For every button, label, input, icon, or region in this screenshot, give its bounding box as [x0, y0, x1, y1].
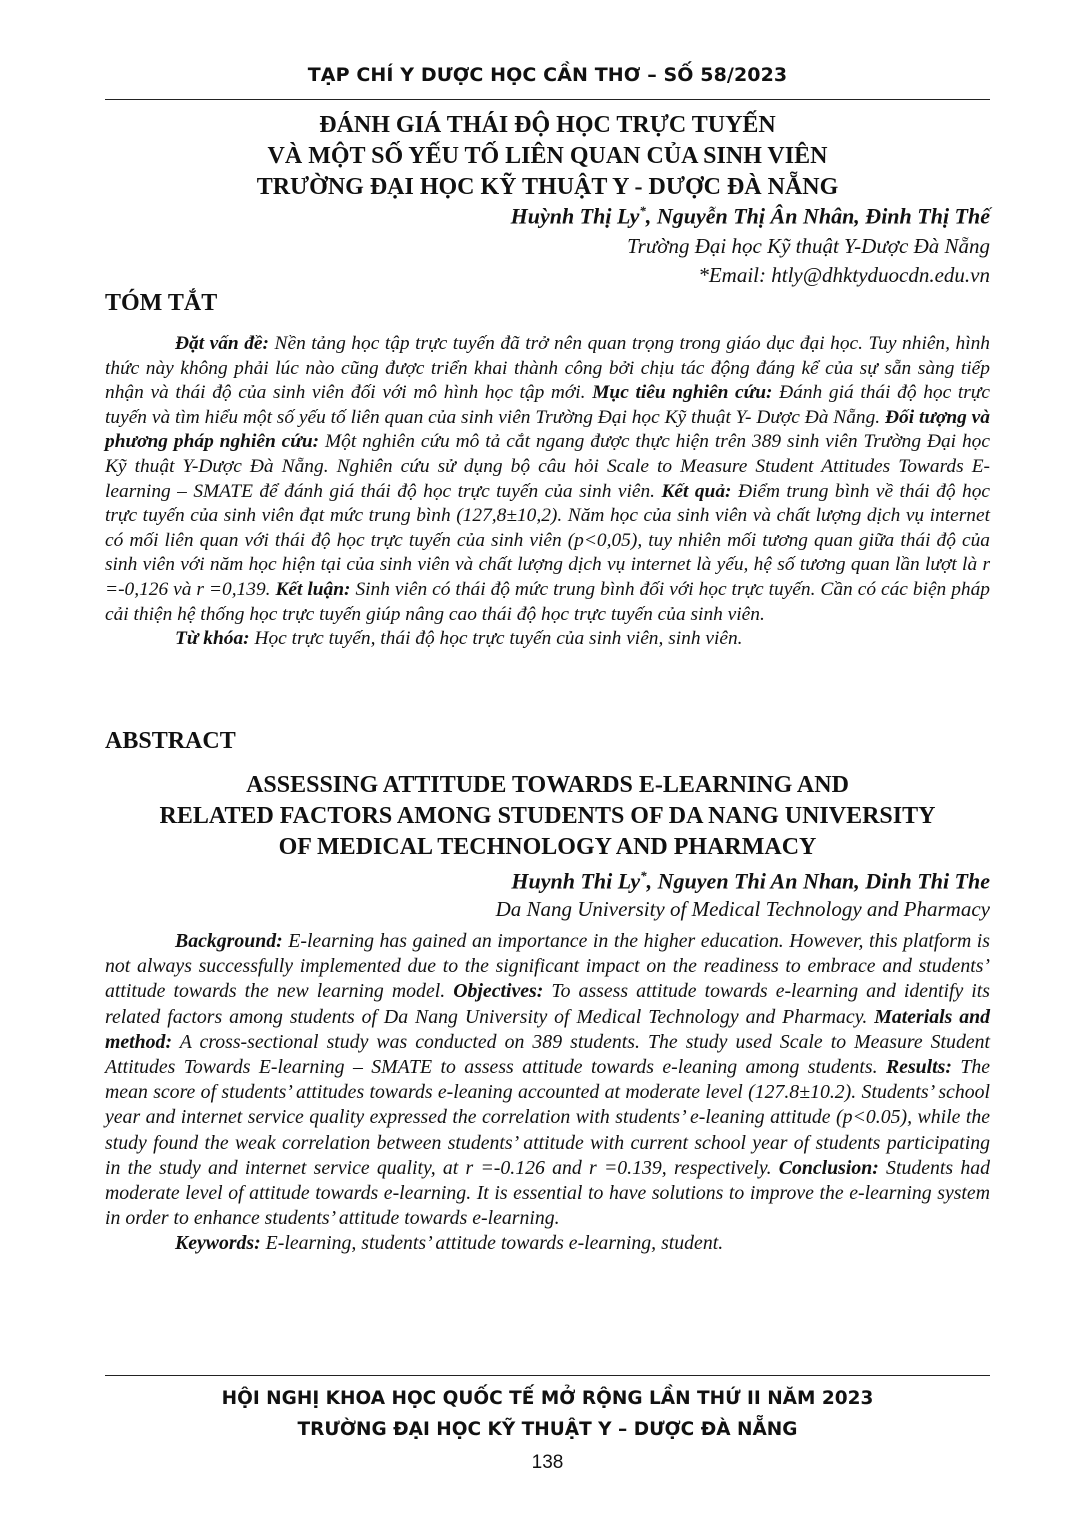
background-text: E-learning has gained an importance in the higher education. However, this platform is not always successfully implemented due to the significant impact on the readiness to embrace and students’ attitude towards the new learning model.: [105, 930, 990, 1003]
vietnamese-title-line: TRƯỜNG ĐẠI HỌC KỸ THUẬT Y - DƯỢC ĐÀ NẴNG: [256, 174, 839, 200]
conference-footer: [105, 1383, 990, 1445]
vietnamese-keywords: [105, 627, 990, 652]
objectives-text: Đánh giá thái độ học trực tuyến và tìm hiểu một số yếu tố liên quan của sinh viên Trường Đại học Kỹ thuật Y- Dược Đà Nẵng.: [105, 382, 990, 428]
vietnamese-section-heading: TÓM TẮT: [105, 290, 218, 316]
results-label: Results:: [885, 1056, 952, 1079]
english-section-heading: ABSTRACT: [105, 728, 236, 754]
conclusion-label: Conclusion:: [778, 1156, 879, 1179]
header-rule: [105, 99, 990, 100]
vietnamese-title-line: VÀ MỘT SỐ YẾU TỐ LIÊN QUAN CỦA SINH VIÊN: [267, 143, 828, 169]
english-title-line: ASSESSING ATTITUDE TOWARDS E-LEARNING AND: [246, 772, 849, 798]
english-authors: Huynh Thi Ly*, Nguyen Thi An Nhan, Dinh Thi The: [511, 868, 990, 894]
journal-header: TẠP CHÍ Y DƯỢC HỌC CẦN THƠ – SỐ 58/2023: [307, 64, 788, 86]
corresponding-author-mark: *: [639, 203, 646, 218]
conclusion-text: Students had moderate level of attitude towards e-learning. It is essential to have solutions to improve the e-learning system in order to enhance students’ attitude towards e-learning.: [105, 1156, 990, 1230]
keywords-label: Từ khóa:: [175, 628, 250, 650]
keywords-text: Học trực tuyến, thái độ học trực tuyến của sinh viên, sinh viên.: [249, 628, 743, 650]
keywords-text: E-learning, students’ attitude towards e-learning, student.: [260, 1232, 724, 1255]
corresponding-email: *Email: htly@dhktyduocdn.edu.vn: [698, 263, 990, 287]
vietnamese-authors: Huỳnh Thị Ly*, Nguyễn Thị Ân Nhân, Đinh Thị Thế: [510, 203, 990, 229]
footer-line: TRƯỜNG ĐẠI HỌC KỸ THUẬT Y – DƯỢC ĐÀ NẴNG: [297, 1419, 798, 1440]
objectives-label: Objectives:: [453, 980, 544, 1003]
vietnamese-title: [105, 110, 990, 203]
methods-text: A cross-sectional study was conducted on 389 students. The study used Scale to Measure Student Attitudes Towards E-learning – SMATE to assess attitude towards e-leaning among students.: [105, 1030, 990, 1079]
vietnamese-title-line: ĐÁNH GIÁ THÁI ĐỘ HỌC TRỰC TUYẾN: [319, 112, 776, 138]
footer-line: HỘI NGHỊ KHOA HỌC QUỐC TẾ MỞ RỘNG LẦN THỨ II NĂM 2023: [221, 1388, 874, 1409]
objectives-label: Mục tiêu nghiên cứu:: [592, 382, 773, 404]
vietnamese-abstract-paragraph: [105, 332, 990, 627]
results-text: Điểm trung bình về thái độ học trực tuyến của sinh viên đạt mức trung bình (127,8±10,2). Năm học của sinh viên và chất lượng dịch vụ internet có mối liên quan với thái độ học trực tuyến của sinh viên (p<0,05), tuy nhiên mối tương quan giữa thái độ của sinh viên với năm học hiện tại của sinh viên và chất lượng dịch vụ internet là yếu, hệ số tương quan lần lượt là r =-0,126 và r =0,139.: [105, 480, 990, 600]
vietnamese-abstract: [105, 332, 990, 652]
english-title-line: OF MEDICAL TECHNOLOGY AND PHARMACY: [278, 834, 817, 860]
english-abstract: [105, 929, 990, 1257]
objectives-text: To assess attitude towards e-learning and identify its related factors among students of Da Nang University of Medical Technology and Pharmacy.: [105, 980, 990, 1028]
results-text: The mean score of students’ attitudes towards e-leaning accounted at moderate level (127.8±10.2). Students’ school year and internet service quality expressed the correlation with students’ e-leaning attitude (p<0.05), while the study found the weak correlation between students’ attitude with current school year of students participating in the study and internet service quality, at r =-0.126 and r =0.139, respectively.: [105, 1056, 991, 1179]
background-label: Background:: [175, 930, 283, 952]
vietnamese-affiliation: Trường Đại học Kỹ thuật Y-Dược Đà Nẵng: [627, 234, 990, 258]
conclusion-label: Kết luận:: [275, 578, 351, 600]
footer-rule: [105, 1375, 990, 1376]
results-label: Kết quả:: [661, 480, 732, 502]
methods-label: Đối tượng và phương pháp nghiên cứu:: [105, 406, 990, 453]
english-keywords: [105, 1231, 990, 1256]
background-label: Đặt vấn đề:: [175, 333, 269, 354]
methods-text: Một nghiên cứu mô tả cắt ngang được thực hiện trên 389 sinh viên Trường Đại học Kỹ thuật Y-Dược Đà Nẵng. Nghiên cứu sử dụng bộ câu hỏi Scale to Measure Student Attitudes Towards E-learning – SMATE để đánh giá thái độ học trực tuyến của sinh viên.: [105, 431, 990, 502]
methods-label: Materials and method:: [105, 1005, 991, 1053]
english-affiliation: Da Nang University of Medical Technology and Pharmacy: [495, 897, 990, 921]
background-text: Nền tảng học tập trực tuyến đã trở nên quan trọng trong giáo dục đại học. Tuy nhiên, hình thức này không phải lúc nào cũng được triển khai thành công bởi chịu tác động đáng kể của sự sẵn sàng tiếp nhận và thái độ của sinh viên đối với mô hình học tập mới.: [105, 333, 990, 404]
page-number: 138: [531, 1452, 564, 1473]
english-title: [105, 770, 990, 863]
english-abstract-paragraph: [105, 929, 990, 1231]
conclusion-text: Sinh viên có thái độ mức trung bình đối với học trực tuyến. Cần có các biện pháp cải thiện hệ thống học trực tuyến giúp nâng cao thái độ học trực tuyến của sinh viên.: [105, 578, 990, 625]
keywords-label: Keywords:: [175, 1232, 261, 1255]
corresponding-author-mark: *: [640, 868, 647, 883]
english-title-line: RELATED FACTORS AMONG STUDENTS OF DA NANG UNIVERSITY: [159, 803, 936, 829]
